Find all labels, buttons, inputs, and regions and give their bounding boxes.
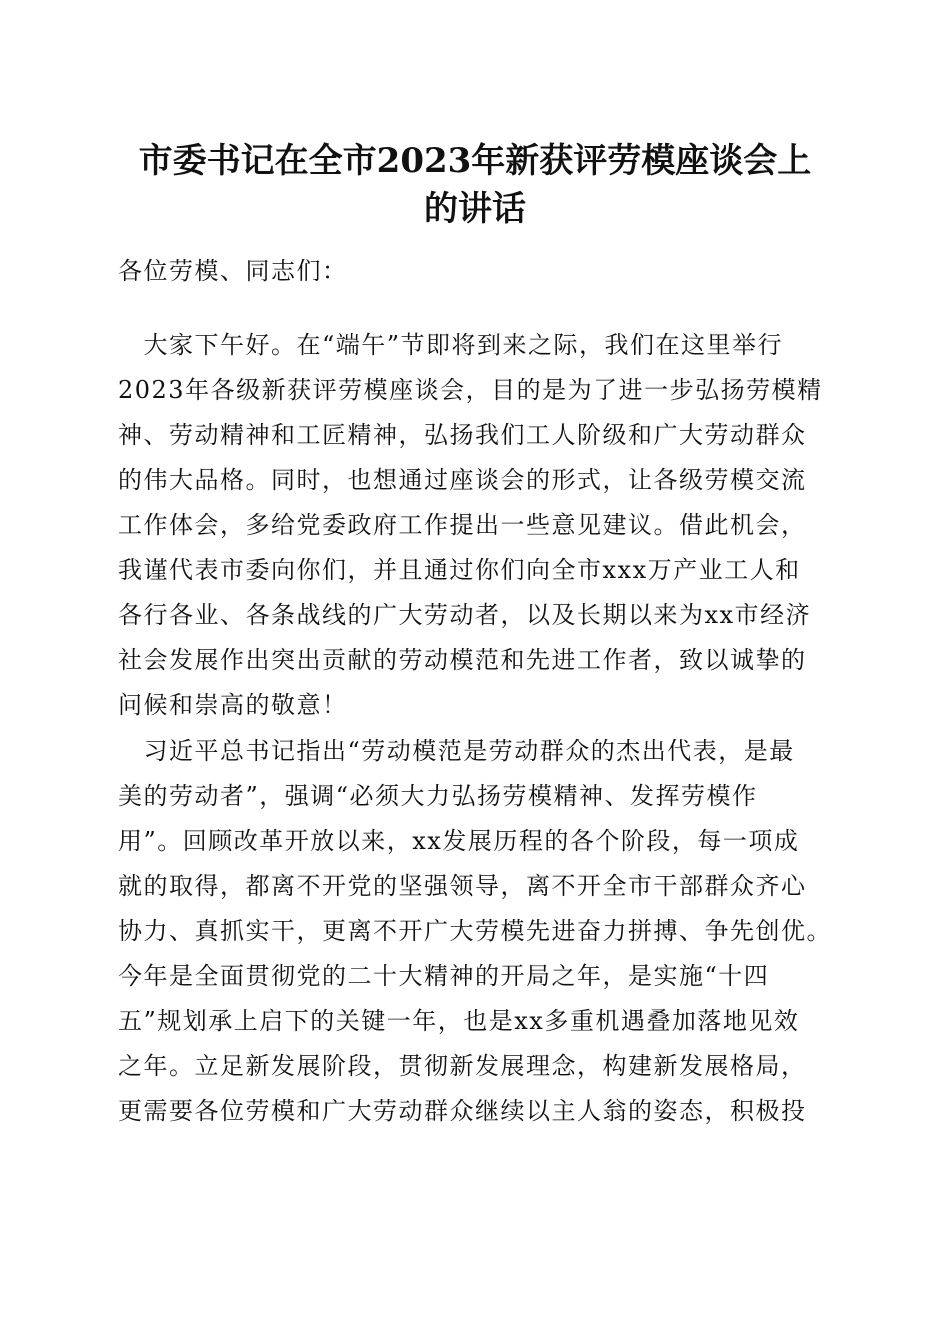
paragraph-line: 问候和崇高的敬意！ xyxy=(118,691,348,719)
paragraph-line: 我谨代表市委向你们，并且通过你们向全市xxx万产业工人和 xyxy=(118,556,801,584)
paragraph-line: 美的劳动者”，强调“必须大力弘扬劳模精神、发挥劳模作 xyxy=(118,782,758,810)
paragraph-line: 习近平总书记指出“劳动模范是劳动群众的杰出代表，是最 xyxy=(118,737,795,765)
paragraph-line: 今年是全面贯彻党的二十大精神的开局之年，是实施“十四 xyxy=(118,962,770,990)
paragraph-line: 的伟大品格。同时，也想通过座谈会的形式，让各级劳模交流 xyxy=(118,466,807,494)
paragraph-1 xyxy=(118,323,838,728)
document-title-line-2: 的讲话 xyxy=(424,189,526,229)
paragraph-line: 社会发展作出突出贡献的劳动模范和先进工作者，致以诚挚的 xyxy=(118,646,807,674)
paragraph-2 xyxy=(118,729,838,1134)
paragraph-line: 协力、真抓实干，更离不开广大劳模先进奋力拼搏、争先创优。 xyxy=(118,917,832,945)
paragraph-line: 就的取得，都离不开党的坚强领导，离不开全市干部群众齐心 xyxy=(118,872,807,900)
paragraph-line: 2023年各级新获评劳模座谈会，目的是为了进一步弘扬劳模精 xyxy=(118,376,823,404)
paragraph-line: 更需要各位劳模和广大劳动群众继续以主人翁的姿态，积极投 xyxy=(118,1097,807,1125)
paragraph-line: 用”。回顾改革开放以来，xx发展历程的各个阶段，每一项成 xyxy=(118,827,800,855)
document-title-line-1: 市委书记在全市2023年新获评劳模座谈会上 xyxy=(138,141,812,181)
salutation: 各位劳模、同志们： xyxy=(118,257,348,285)
paragraph-line: 神、劳动精神和工匠精神，弘扬我们工人阶级和广大劳动群众 xyxy=(118,421,807,449)
paragraph-line: 之年。立足新发展阶段，贯彻新发展理念，构建新发展格局， xyxy=(118,1052,807,1080)
paragraph-line: 大家下午好。在“端午”节即将到来之际，我们在这里举行 xyxy=(118,331,784,359)
paragraph-line: 五”规划承上启下的关键一年，也是xx多重机遇叠加落地见效 xyxy=(118,1007,800,1035)
paragraph-line: 工作体会，多给党委政府工作提出一些意见建议。借此机会， xyxy=(118,511,807,539)
paragraph-line: 各行各业、各条战线的广大劳动者，以及长期以来为xx市经济 xyxy=(118,601,812,629)
